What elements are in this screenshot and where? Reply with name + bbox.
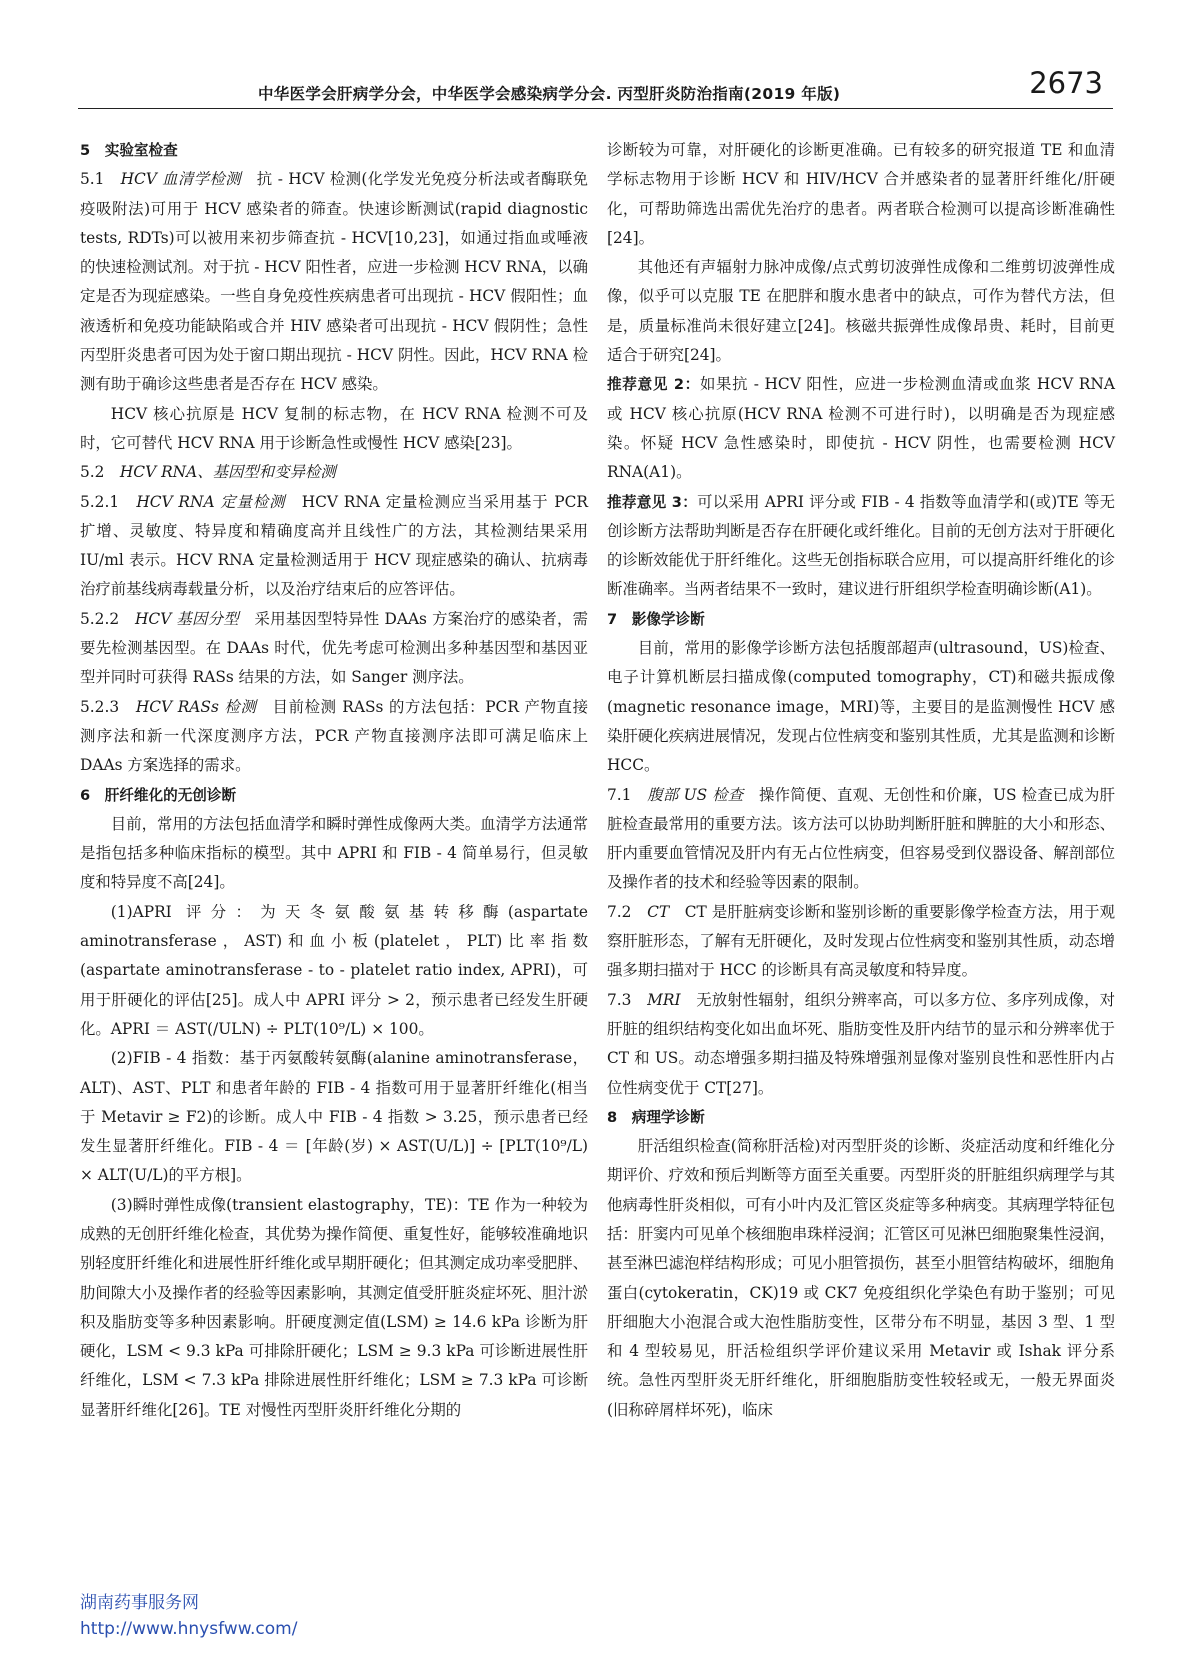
section-7-2: [607, 898, 1115, 986]
subsection-heading: 腹部 US 检查: [647, 785, 744, 804]
footer-site-url[interactable]: http://www.hnysfww.com/: [80, 1619, 298, 1639]
section-7-title: 7 影像学诊断: [607, 610, 705, 628]
section-number: 7.2: [607, 902, 648, 921]
subsection-heading: HCV 基因分型: [135, 609, 239, 628]
recommendation-text: 如果抗 - HCV 阳性，应进一步检测血清或血浆 HCV RNA 或 HCV 核心抗原(HCV RNA 检测不可进行时)，以明确是否为现症感染。怀疑 HCV 急性感染时，即使抗 - HCV 阴性，也需要检测 HCV RNA(A1)。: [607, 375, 1115, 482]
paragraph-text: 目前检测 RASs 的方法包括：PCR 产物直接测序法和新一代深度测序方法，PCR 产物直接测序法即可满足临床上 DAAs 方案选择的需求。: [80, 697, 588, 775]
section-5-title: 5 实验室检查: [80, 142, 178, 159]
right-column: [607, 136, 1115, 1425]
section-number: 5.1: [80, 170, 121, 189]
paragraph-text: CT 是肝脏病变诊断和鉴别诊断的重要影像学检查方法，用于观察肝脏形态，了解有无肝硬化，及时发现占位性病变和鉴别其性质，动态增强多期扫描对于 HCC 的诊断具有高灵敏度和特异度。: [607, 902, 1115, 980]
paragraph-imaging-intro: 目前，常用的影像学诊断方法包括腹部超声(ultrasound，US)检查、电子计算机断层扫描成像(computed tomography，CT)和磁共振成像(magnetic resonance image，MRI)等，主要目的是监测慢性 HCV 感染肝硬化疾病进展情况，发现占位性病变和鉴别其性质，尤其是监测和诊断 HCC。: [607, 639, 1115, 775]
paragraph-te-continued: 诊断较为可靠，对肝硬化的诊断更准确。已有较多的研究报道 TE 和血清学标志物用于诊断 HCV 和 HIV/HCV 合并感染者的显著肝纤维化/肝硬化，可帮助筛选出需优先治疗的患者。两者联合检测可以提高诊断准确性[24]。: [607, 141, 1115, 247]
paragraph-text: HCV RNA 定量检测应当采用基于 PCR 扩增、灵敏度、特异度和精确度高并且线性广的方法，其检测结果采用 IU/ml 表示。HCV RNA 定量检测适用于 HCV 现症感染的确认、抗病毒治疗前基线病毒载量分析，以及治疗结束后的应答评估。: [80, 492, 588, 599]
section-number: 5.2.3: [80, 697, 136, 716]
paragraph-transient-elastography: (3)瞬时弹性成像(transient elastography，TE)：TE 作为一种较为成熟的无创肝纤维化检查，其优势为操作简便、重复性好，能够较准确地识别轻度肝纤维化和进展性肝纤维化或早期肝硬化；但其测定成功率受肥胖、肋间隙大小及操作者的经验等因素影响，其测定值受肝脏炎症坏死、胆汁淤积及脂肪变等多种因素影响。肝硬度测定值(LSM) ≥ 14.6 kPa 诊断为肝硬化，LSM < 9.3 kPa 可排除肝硬化；LSM ≥ 9.3 kPa 可诊断进展性肝纤维化，LSM < 7.3 kPa 排除进展性肝纤维化；LSM ≥ 7.3 kPa 可诊断显著肝纤维化[26]。TE 对慢性丙型肝炎肝纤维化分期的: [80, 1195, 588, 1419]
subsection-heading: HCV RNA 定量检测: [136, 492, 286, 511]
section-number: 7.3: [607, 990, 648, 1009]
section-number: 5.2.1: [80, 492, 137, 511]
recommendation-2: [607, 370, 1115, 487]
subsection-heading: HCV RASs 检测: [135, 697, 257, 716]
paragraph-core-antigen: HCV 核心抗原是 HCV 复制的标志物，在 HCV RNA 检测不可及时，它可替代 HCV RNA 用于诊断急性或慢性 HCV 感染[23]。: [80, 404, 588, 452]
section-number: 5.2.2: [80, 609, 135, 628]
section-5-2: [80, 458, 588, 487]
section-number: 7.1: [607, 785, 648, 804]
left-column: [80, 136, 588, 1425]
section-5-1: [80, 165, 588, 399]
subsection-heading: HCV RNA、基因型和变异检测: [119, 463, 336, 482]
paragraph-noninvasive-intro: 目前，常用的方法包括血清学和瞬时弹性成像两大类。血清学方法通常是指包括多种临床指标的模型。其中 APRI 和 FIB - 4 简单易行，但灵敏度和特异度不高[24]。: [80, 814, 588, 892]
section-7-3: [607, 986, 1115, 1103]
paragraph-text: 采用基因型特异性 DAAs 方案治疗的感染者，需要先检测基因型。在 DAAs 时代，优先考虑可检测出多种基因型和基因亚型并同时可获得 RASs 结果的方法，如 Sanger 测序法。: [80, 609, 588, 687]
paragraph-text: 操作简便、直观、无创性和价廉，US 检查已成为肝脏检查最常用的重要方法。该方法可以协助判断肝脏和脾脏的大小和形态、肝内重要血管情况及肝内有无占位性病变，但容易受到仪器设备、解剖部位及操作者的技术和经验等因素的限制。: [607, 785, 1115, 892]
section-5-2-3: [80, 693, 588, 781]
subsection-heading: HCV 血清学检测: [120, 170, 241, 189]
section-5-2-2: [80, 605, 588, 693]
subsection-heading: MRI: [647, 990, 681, 1009]
subsection-heading: CT: [647, 902, 670, 921]
section-7-1: [607, 781, 1115, 898]
paragraph-text: 抗 - HCV 检测(化学发光免疫分析法或者酶联免疫吸附法)可用于 HCV 感染者的筛查。快速诊断测试(rapid diagnostic tests, RDTs)可以被用来初步筛查抗 - HCV[10,23]，如通过指血或唾液的快速检测试剂。对于抗 - HCV 阳性者，应进一步检测 HCV RNA，以确定是否为现症感染。一些自身免疫性疾病患者可出现抗 - HCV 假阳性；血液透析和免疫功能缺陷或合并 HIV 感染者可出现抗 - HCV 假阴性；急性丙型肝炎患者可因为处于窗口期出现抗 - HCV 阴性。因此，HCV RNA 检测有助于确诊这些患者是否存在 HCV 感染。: [80, 170, 588, 394]
running-title: 中华医学会肝病学分会，中华医学会感染病学分会. 丙型肝炎防治指南(2019 年版): [258, 85, 841, 103]
header-rule: [78, 108, 1113, 109]
section-number: 5.2: [80, 463, 120, 482]
section-6-title: 6 肝纤维化的无创诊断: [80, 786, 237, 804]
running-header: [78, 68, 1113, 108]
paragraph-pathology: 肝活组织检查(简称肝活检)对丙型肝炎的诊断、炎症活动度和纤维化分期评价、疗效和预后判断等方面至关重要。丙型肝炎的肝脏组织病理学与其他病毒性肝炎相似，可有小叶内及汇管区炎症等多种病变。其病理学特征包括：肝窦内可见单个核细胞串珠样浸润；汇管区可见淋巴细胞聚集性浸润，甚至淋巴滤泡样结构形成；可见小胆管损伤，甚至小胆管结构破坏，细胞角蛋白(cytokeratin，CK)19 或 CK7 免疫组织化学染色有助于鉴别；可见肝细胞大小泡混合或大泡性脂肪变性，区带分布不明显，基因 3 型、1 型和 4 型较易见，肝活检组织学评价建议采用 Metavir 或 Ishak 评分系统。急性丙型肝炎无肝纤维化，肝细胞脂肪变性较轻或无，一般无界面炎(旧称碎屑样坏死)，临床: [607, 1137, 1115, 1419]
paragraph-fib4: (2)FIB - 4 指数：基于丙氨酸转氨酶(alanine aminotransferase，ALT)、AST、PLT 和患者年龄的 FIB - 4 指数可用于显著肝纤维化(相当于 Metavir ≥ F2)的诊断。成人中 FIB - 4 指数 > 3.25，预示患者已经发生显著肝纤维化。FIB - 4 ＝ [年龄(岁) × AST(U/L)] ÷ [PLT(10⁹/L) × ALT(U/L)的平方根]。: [80, 1049, 588, 1185]
paragraph-text: 无放射性辐射，组织分辨率高，可以多方位、多序列成像，对肝脏的组织结构变化如出血坏死、脂肪变性及肝内结节的显示和分辨率优于 CT 和 US。动态增强多期扫描及特殊增强剂显像对鉴别良性和恶性肝内占位性病变优于 CT[27]。: [607, 990, 1115, 1097]
page-number: 2673: [1029, 66, 1103, 100]
recommendation-3: [607, 488, 1115, 605]
footer-site-name: 湖南药事服务网: [80, 1593, 199, 1613]
paragraph-shear-wave: 其他还有声辐射力脉冲成像/点式剪切波弹性成像和二维剪切波弹性成像，似乎可以克服 TE 在肥胖和腹水患者中的缺点，可作为替代方法，但是，质量标准尚未很好建立[24]。核磁共振弹性成像昂贵、耗时，目前更适合于研究[24]。: [607, 258, 1115, 365]
recommendation-label: 推荐意见 2：: [607, 376, 700, 394]
footer-watermark: [80, 1590, 297, 1642]
section-5-2-1: [80, 488, 588, 605]
recommendation-text: 可以采用 APRI 评分或 FIB - 4 指数等血清学和(或)TE 等无创诊断方法帮助判断是否存在肝硬化或纤维化。目前的无创方法对于肝硬化的诊断效能优于肝纤维化。这些无创指标联合应用，可以提高肝纤维化的诊断准确率。当两者结果不一致时，建议进行肝组织学检查明确诊断(A1)。: [607, 492, 1115, 599]
paragraph-apri: (1)APRI 评分：为天冬氨酸氨基转移酶(aspartate aminotransferase，AST)和血小板(platelet，PLT)比率指数(aspartate aminotransferase - to - platelet ratio index, APRI)，可用于肝硬化的评估[25]。成人中 APRI 评分 > 2，预示患者已经发生肝硬化。APRI ＝ AST(/ULN) ÷ PLT(10⁹/L) × 100。: [80, 902, 588, 1038]
section-8-title: 8 病理学诊断: [607, 1108, 705, 1126]
recommendation-label: 推荐意见 3：: [607, 493, 698, 511]
